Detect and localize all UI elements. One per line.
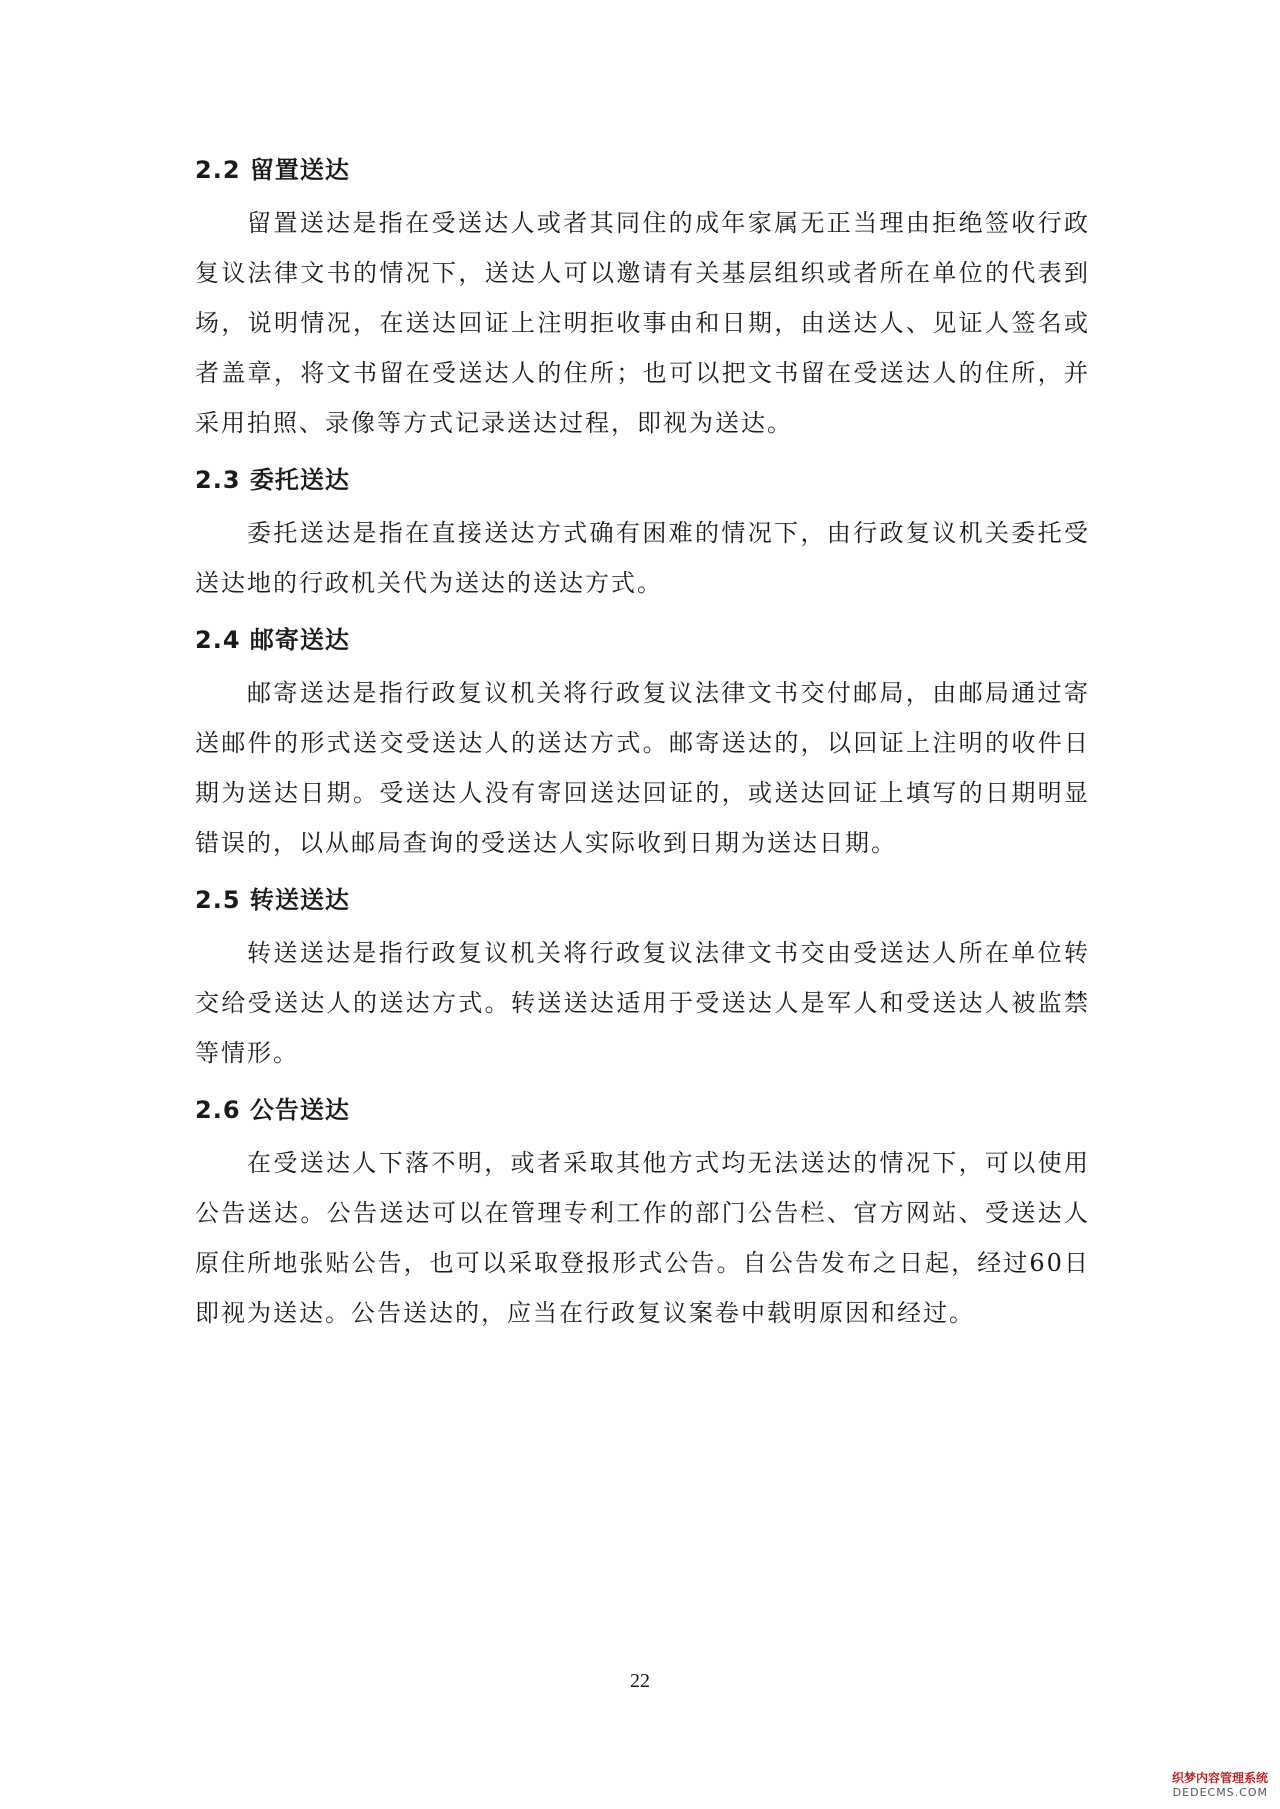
section-heading: 2.2 留置送达 (195, 156, 350, 184)
section-paragraph: 委托送达是指在直接送达方式确有困难的情况下，由行政复议机关委托受送达地的行政机关代为送达的送达方式。 (195, 519, 1090, 597)
section-2-4 (195, 622, 1090, 868)
section-heading: 2.3 委托送达 (195, 466, 350, 494)
section-heading: 2.4 邮寄送达 (195, 626, 350, 654)
section-paragraph: 转送送达是指行政复议机关将行政复议法律文书交由受送达人所在单位转交给受送达人的送达方式。转送送达适用于受送达人是军人和受送达人被监禁等情形。 (195, 939, 1090, 1067)
document-body (195, 152, 1090, 1352)
watermark-site: DEDECMS.COM (1172, 1786, 1268, 1799)
section-paragraph: 在受送达人下落不明，或者采取其他方式均无法送达的情况下，可以使用公告送达。公告送达可以在管理专利工作的部门公告栏、官方网站、受送达人原住所地张贴公告，也可以采取登报形式公告。自公告发布之日起，经过60日即视为送达。公告送达的，应当在行政复议案卷中载明原因和经过。 (195, 1149, 1090, 1327)
section-2-5 (195, 882, 1090, 1078)
watermark-title: 织梦内容管理系统 (1171, 1771, 1268, 1785)
watermark (1150, 1769, 1268, 1799)
section-heading: 2.6 公告送达 (195, 1096, 350, 1124)
section-heading: 2.5 转送送达 (195, 886, 350, 914)
page-number: 22 (630, 1670, 650, 1692)
section-2-2 (195, 152, 1090, 448)
section-paragraph: 邮寄送达是指行政复议机关将行政复议法律文书交付邮局，由邮局通过寄送邮件的形式送交受送达人的送达方式。邮寄送达的，以回证上注明的收件日期为送达日期。受送达人没有寄回送达回证的，或送达回证上填写的日期明显错误的，以从邮局查询的受送达人实际收到日期为送达日期。 (195, 679, 1090, 857)
section-2-3 (195, 462, 1090, 608)
section-2-6 (195, 1092, 1090, 1338)
section-paragraph: 留置送达是指在受送达人或者其同住的成年家属无正当理由拒绝签收行政复议法律文书的情况下，送达人可以邀请有关基层组织或者所在单位的代表到场，说明情况，在送达回证上注明拒收事由和日期，由送达人、见证人签名或者盖章，将文书留在受送达人的住所；也可以把文书留在受送达人的住所，并采用拍照、录像等方式记录送达过程，即视为送达。 (195, 209, 1090, 437)
